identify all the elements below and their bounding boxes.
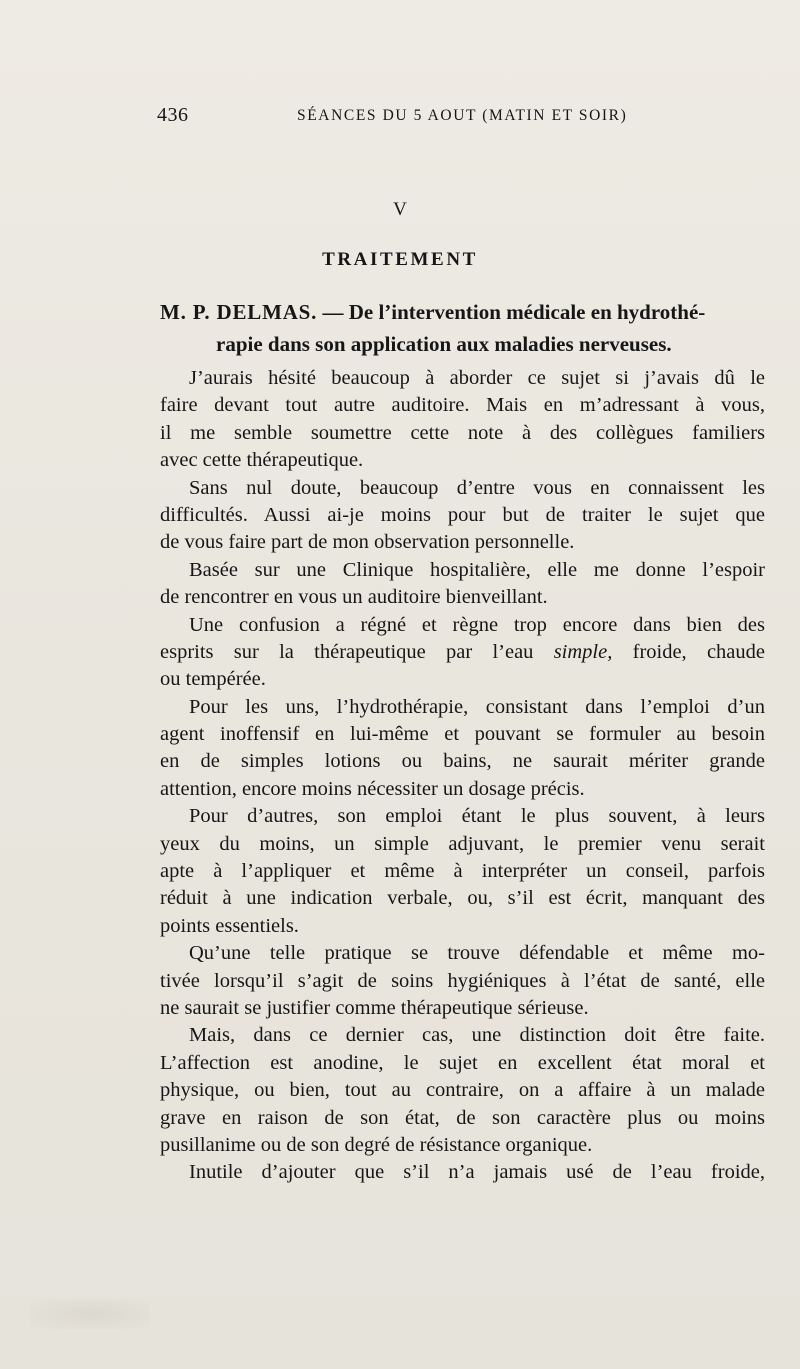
text-segment: froide, chaude	[612, 640, 765, 663]
text-line: Pour les uns, l’hydrothérapie, consistant dans l’emploi d’un	[189, 695, 765, 718]
text-line: Une confusion a régné et règne trop encore dans bien des	[189, 613, 765, 636]
text-line: apte à l’appliquer et même à interpréter un conseil, parfois	[160, 860, 765, 883]
text-line: pusillanime ou de son degré de résistance organique.	[160, 1133, 593, 1156]
text-line: grave en raison de son état, de son caractère plus ou moins	[160, 1106, 765, 1129]
text-line: L’affection est anodine, le sujet en excellent état moral et	[160, 1051, 765, 1074]
section-title: TRAITEMENT	[322, 249, 478, 270]
text-line: Mais, dans ce dernier cas, une distinction doit être faite.	[189, 1024, 765, 1047]
text-line: tivée lorsqu’il s’agit de soins hygiéniques à l’état de santé, elle	[160, 969, 765, 992]
article-heading	[160, 296, 765, 360]
text-line: physique, ou bien, tout au contraire, on a affaire à un malade	[160, 1079, 765, 1102]
text-line: ou tempérée.	[160, 668, 266, 691]
section-numeral: V	[393, 199, 407, 220]
text-line: points essentiels.	[160, 914, 299, 937]
heading-dash: —	[317, 300, 349, 324]
page-header	[157, 104, 627, 134]
text-line	[160, 639, 765, 666]
author-name: M. P. DELMAS.	[160, 300, 318, 324]
page-number: 436	[157, 104, 189, 126]
text-line: il me semble soumettre cette note à des collègues familiers	[160, 421, 765, 444]
running-head: SÉANCES DU 5 AOUT (MATIN ET SOIR)	[297, 107, 628, 124]
text-line: Qu’une telle pratique se trouve défendable et même mo-	[189, 942, 765, 965]
text-line: difficultés. Aussi ai-je moins pour but de traiter le sujet que	[160, 503, 765, 526]
paper-smudge	[30, 1299, 150, 1329]
text-line: faire devant tout autre auditoire. Mais en m’adressant à vous,	[160, 394, 765, 417]
text-line: de rencontrer en vous un auditoire bienveillant.	[160, 586, 548, 609]
text-line: agent inoffensif en lui-même et pouvant se formuler au besoin	[160, 723, 765, 746]
emphasized-word: simple,	[553, 640, 613, 663]
text-line: réduit à une indication verbale, ou, s’il est écrit, manquant des	[160, 887, 765, 910]
article-title-part-2: rapie dans son application aux maladies nerveuses.	[216, 332, 672, 356]
body-text	[160, 365, 765, 1187]
text-segment: esprits sur la thérapeutique par l’eau	[160, 640, 554, 663]
text-line: de vous faire part de mon observation personnelle.	[160, 531, 575, 554]
text-line: avec cette thérapeutique.	[160, 449, 364, 472]
text-line: attention, encore moins nécessiter un dosage précis.	[160, 777, 585, 800]
article-heading-line-1	[160, 296, 765, 328]
text-line: J’aurais hésité beaucoup à aborder ce sujet si j’avais dû le	[189, 367, 765, 389]
text-line: ne saurait se justifier comme thérapeutique sérieuse.	[160, 996, 589, 1019]
text-line: Sans nul doute, beaucoup d’entre vous en connaissent les	[189, 476, 765, 499]
text-line: Pour d’autres, son emploi étant le plus souvent, à leurs	[189, 805, 765, 828]
text-line: Inutile d’ajouter que s’il n’a jamais usé de l’eau froide,	[189, 1161, 765, 1184]
text-line: Basée sur une Clinique hospitalière, elle me donne l’espoir	[189, 558, 765, 581]
article-title-part-1: De l’intervention médicale en hydrothé-	[348, 300, 706, 324]
text-line: yeux du moins, un simple adjuvant, le premier venu serait	[160, 832, 765, 855]
text-line: en de simples lotions ou bains, ne saurait mériter grande	[160, 750, 765, 773]
